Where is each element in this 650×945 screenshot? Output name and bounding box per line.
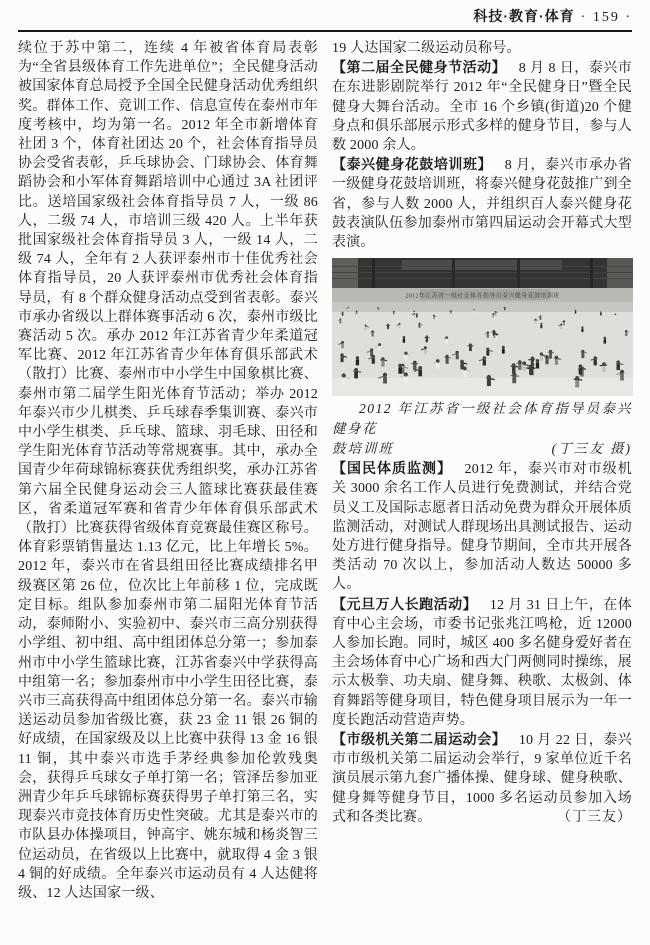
section-huagu-training <box>332 155 632 252</box>
section-title: 【泰兴健身花鼓培训班】 <box>332 156 493 173</box>
section-municipal-games <box>332 730 632 827</box>
section-body: 8 月 8 日，泰兴市在东进影剧院举行 2012 年“全民健身日”暨全民健身大舞台活动。全市 16 个乡镇(街道)20 个健身点和俱乐部展示形式多样的健身节目，参与人数 2000 余人。 <box>332 61 632 154</box>
header-page-number: · 159 · <box>580 10 632 25</box>
section-new-year-run <box>332 595 632 730</box>
section-fitness-monitoring <box>332 459 632 594</box>
continuation-text: 19 人达国家二级运动员称号。 <box>332 41 521 56</box>
section-title: 【元旦万人长跑活动】 <box>332 595 478 612</box>
section-body: 8 月，泰兴市承办省一级健身花鼓培训班，将泰兴健身花鼓推广到全省，参与人数 2000 人，并组织百人泰兴健身花鼓表演队伍参加泰州市第四届运动会开幕式大型表演。 <box>332 158 633 251</box>
right-column <box>332 39 632 903</box>
section-fitness-festival <box>332 58 632 155</box>
author-attribution: （丁三友） <box>557 809 632 825</box>
section-title: 【市级机关第二届运动会】 <box>332 731 507 748</box>
caption-text: 鼓培训班 <box>332 441 394 457</box>
header-rule <box>18 30 632 32</box>
photo-image <box>332 258 633 396</box>
left-column-text: 续位于苏中第二，连续 4 年被省体育局表彰为“全省县级体育工作先进单位”；全民健身活动被国家体育总局授予全国全民健身活动优秀组织奖。群体工作、竞训工作、信息宣传在泰州市年度考核中，均为第一名。2012 年全市新增体育社团 3 个，体育社团达 20 个，社会体育指导员协会受省表彰，乒乓球协会、门球协会、体育舞蹈协会和小军体育舞蹈培训中心通过 3A 社团评比。送培国家级社会体育指导员 7 人，一级 86 人，二级 74 人，市培训三级 420 人。上半年获批国家级社会体育指导员 3 人，一级 14 人，二级 74 人，全年有 2 人获评泰州市十佳优秀社会体育指导员，20 人获评泰州市优秀社会体育指导员，有 8 个群众健身活动点受到省表彰。泰兴市承办省级以上群体赛事活动 6 次，泰州市级比赛活动 5 次。承办 2012 年江苏省青少年柔道冠军比赛、2012 年江苏省青少年体育俱乐部武术（散打）比赛、泰州市中小学生中国象棋比赛、泰州市第二届学生阳光体育节活动；举办 2012 年泰兴市少儿棋类、乒乓球春季集训赛、泰兴市中小学生棋类、乒乓球、篮球、羽毛球、田径和学生阳光体育节活动等常规赛事。其中，承办全国青少年荷球锦标赛获优秀组织奖，承办江苏省第六届全民健身运动会三人篮球比赛获最佳赛区，省柔道冠军赛和省青少年体育俱乐部武术（散打）比赛获得省级体育竞赛最佳赛区称号。体育彩票销售量达 1.13 亿元，比上年增长 5%。2012 年，泰兴市在省县组田径比赛成绩排名甲级赛区第 26 位，位次比上年前移 1 位，完成既定目标。组队参加泰州市第二届阳光体育节活动，泰师附小、实验初中、泰兴市三高分别获得小学组、初中组、高中组团体总分第一；参加泰州市中小学生篮球比赛，江苏省泰兴中学获得高中组第一名；参加泰州市中小学生田径比赛，泰兴市三高获得高中组团体总分第一名。泰兴市输送运动员参加省级比赛，获 23 金 11 银 26 铜的好成绩，在国家级及以上比赛中获得 13 金 16 银 11 铜，其中泰兴市选手茅经典参加伦敦残奥会，获得乒乓球女子单打第一名；管泽岳参加亚洲青少年乒乓球锦标赛获得男子单打第三名，实现泰兴市竞技体育历史性突破。尤其是泰兴市的市队县办体操项目，钟高宇、姚东城和杨炎智三位运动员，在省级以上比赛中，就取得 4 金 3 银 4 铜的好成绩。全年泰兴市运动员有 4 人达健将级、12 人达国家一级、 <box>18 41 318 901</box>
photo-banner-text: 2012年江苏省一级社会体育指导员泰兴健身花鼓培训班 <box>405 293 560 300</box>
photo-caption <box>332 399 632 459</box>
section-title: 【国民体质监测】 <box>332 460 452 477</box>
section-body: 10 月 22 日，泰兴市市级机关第二届运动会举行，9 家单位近千名演员展示第九套广播体操、健身球、健身秧歌、健身舞等健身节目，1000 多名运动员参加入场式和各类比赛。 <box>332 733 632 825</box>
left-column <box>18 39 318 903</box>
caption-line-1: 2012 年江苏省一级社会体育指导员泰兴健身花 <box>332 401 632 437</box>
photo <box>332 258 632 396</box>
header-section-title: 科技·教育·体育 <box>473 8 575 24</box>
section-body: 2012 年，泰兴市对市级机关 3000 余名工作人员进行免费测试，并结合党员义工及国际志愿者日活动免费为群众开展体质监测活动，对测试人群现场出具测试报告、运动处方进行健身指导。健身节期间，全市共开展各类活动 70 次以上，参加活动人数达 50000 多人。 <box>332 462 632 593</box>
section-body: 12 月 31 日上午，在体育中心主会场，市委书记张兆江鸣枪，近 12000 人参加长跑。同时，城区 400 多名健身爱好者在主会场体育中心广场和西大门两侧同时操练，展示太极拳、功夫扇、健身舞、秧歌、太极剑、体育舞蹈等健身项目，特色健身项目展示为一年一度长跑活动营造声势。 <box>332 597 632 728</box>
page-header <box>473 6 632 28</box>
caption-line-2 <box>332 439 632 459</box>
section-title: 【第二届全民健身节活动】 <box>332 59 507 76</box>
caption-credit: (丁三友 摄) <box>551 441 632 457</box>
text-columns <box>18 39 632 903</box>
